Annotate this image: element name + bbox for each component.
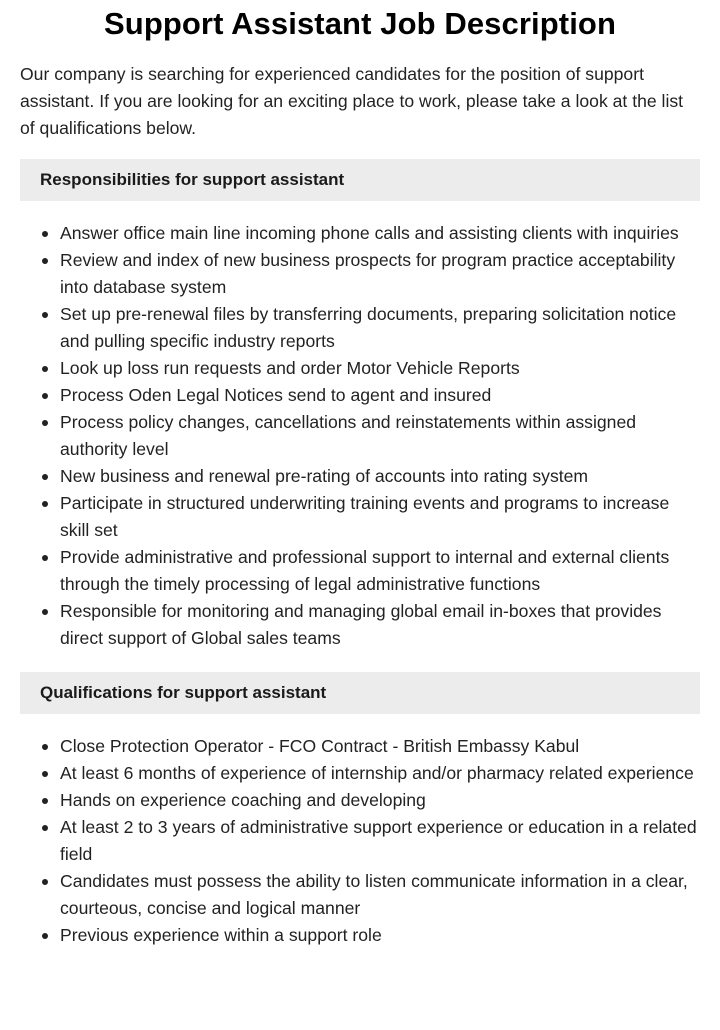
list-item: Look up loss run requests and order Motor Vehicle Reports xyxy=(60,355,700,382)
list-item: Review and index of new business prospects for program practice acceptability into database system xyxy=(60,247,700,301)
list-item: At least 2 to 3 years of administrative support experience or education in a related field xyxy=(60,814,700,868)
list-item: Responsible for monitoring and managing global email in-boxes that provides direct support of Global sales teams xyxy=(60,598,700,652)
list-item: New business and renewal pre-rating of accounts into rating system xyxy=(60,463,700,490)
list-item: Candidates must possess the ability to listen communicate information in a clear, courteous, concise and logical manner xyxy=(60,868,700,922)
list-item: Hands on experience coaching and developing xyxy=(60,787,700,814)
list-item: Process policy changes, cancellations and reinstatements within assigned authority level xyxy=(60,409,700,463)
list-item: At least 6 months of experience of internship and/or pharmacy related experience xyxy=(60,760,700,787)
page-title: Support Assistant Job Description xyxy=(104,6,616,41)
list-item: Participate in structured underwriting training events and programs to increase skill set xyxy=(60,490,700,544)
list-item: Provide administrative and professional support to internal and external clients through the timely processing of legal administrative functions xyxy=(60,544,700,598)
qualifications-list xyxy=(20,733,700,949)
responsibilities-heading: Responsibilities for support assistant xyxy=(20,159,700,201)
qualifications-heading: Qualifications for support assistant xyxy=(20,672,700,714)
list-item: Set up pre-renewal files by transferring documents, preparing solicitation notice and pulling specific industry reports xyxy=(60,301,700,355)
intro-paragraph: Our company is searching for experienced candidates for the position of support assistant. If you are looking for an exciting place to work, please take a look at the list of qualifications below. xyxy=(20,64,684,138)
responsibilities-list xyxy=(20,220,700,652)
list-item: Answer office main line incoming phone calls and assisting clients with inquiries xyxy=(60,220,700,247)
list-item: Previous experience within a support role xyxy=(60,922,700,949)
list-item: Close Protection Operator - FCO Contract - British Embassy Kabul xyxy=(60,733,700,760)
list-item: Process Oden Legal Notices send to agent and insured xyxy=(60,382,700,409)
